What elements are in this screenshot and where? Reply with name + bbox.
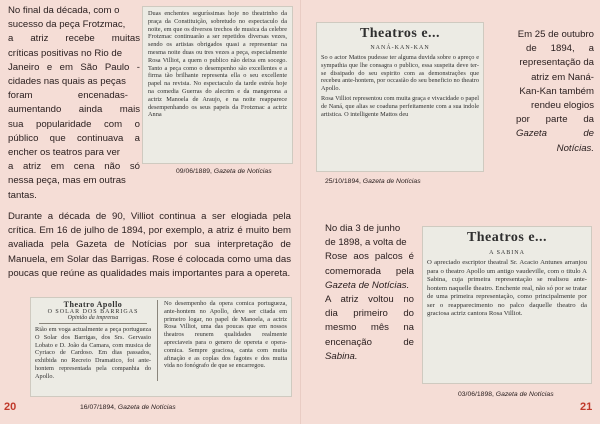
right-paragraph-2 [325, 222, 414, 364]
text-line: nessa peça, mas em outras [8, 175, 126, 187]
text-line: A atriz voltou no [325, 294, 414, 306]
text-line: comemorada pela [325, 265, 414, 277]
right-paragraph-1 [488, 28, 594, 156]
text-line: No final da década, com o [8, 5, 120, 16]
text-line: mesmo mês na [325, 322, 414, 334]
clipping-column: No desempenho da opera comica portugueza, ante-hontem no Apollo, deve ser citada em primeiro logar, no papel de Manoela, a actriz Rosa Villiot, uma das poucas que em nossos theatros reunem qualidades realmente apreciaveis para o genero de opereta e opera-comica. Sempre graciosa, canta com muita afinação e as coplas dos fagotes e dos muita vida no fonógrafo de que se encarregou. [164, 300, 287, 370]
text-line: Rose aos palcos é [325, 251, 414, 263]
clipping-title: Theatro Apollo [63, 300, 123, 309]
text-line: Gazeta de [516, 128, 594, 140]
text-line: foram encenadas- [8, 90, 128, 102]
text-line: Gazeta de Notícias. [325, 279, 410, 291]
clipping-title: Theatros e... [359, 26, 441, 41]
clipping-column: So o actor Mattos pudesse ter alguma duvida sobre o apreço e sympathia que lhe consagra o publico, essa suspeita deve ter-se dissipado do seu espirito com as demonstrações que recebeu ante-hontem, por occasião do seu beneficio no theatro Apollo. [321, 54, 479, 93]
clipping-column: Rião em voga actualmente a peça portugueza O Solar dos Barrigas, dos Srs. Gervasio Lobato e D. João da Camara, com musica de Cyriaco de Cardoso. Em dias passados, exhibida no Recreio Dramatico, foi ante-hontem representada pela companhia do Apollo. [35, 326, 151, 380]
newspaper-clipping-nana-kan-kan [316, 22, 484, 172]
text-line: rendeu elogios [531, 100, 594, 112]
text-line: Em 25 de outubro [517, 29, 594, 40]
newspaper-clipping-frotzmac [142, 6, 293, 164]
newspaper-clipping-solar-barrigas [30, 297, 292, 397]
text-line: aumentando ainda mais [8, 104, 140, 116]
clipping-caption: 09/06/1889, Gazeta de Notícias [176, 168, 272, 175]
text-line: sucesso da peça Frotzmac, [8, 19, 126, 31]
clipping-text: Duas enchentes seguríssimas hoje no theatrinho da praça da Constituição, sobretudo no espectaculo da noite, em que os diversos trechos de musica da celebre Frotzmac continuarão a ser repetidos diversas vezes, sendo os artistas obrigados quasi a representar na mesma noite duas ou tres vezes a peça, especialmente Rosa Villiot, a quem o publico não deixa em socego. Tanto a peça como o desempenho são excellentes e a firma tão brilhante representa ella o seu excellente papel na revista. No espectaculo da tarde estréa hoje na comedia Guerras do alecrim e da mangerona a actriz Manoela de Araujo, e na noite reapparece desempenhando os seus papeis da Frotzmac a actriz Anna [148, 10, 287, 119]
text-line: Kan-Kan também [519, 85, 594, 97]
left-paragraph-2: Durante a década de 90, Villiot continua a ser elogiada pela crítica. Em 16 de julho de 1894, por exemplo, a atriz é muito bem avaliada pela Gazeta de Notícias por sua interpretação de Manuela, em Solar das Barrigas. Rose é colocada como uma das poucas que reúne as qualidades mais importantes para a opereta. [8, 211, 291, 279]
clipping-caption: 25/10/1894, Gazeta de Notícias [325, 178, 421, 185]
text-line: críticas positivas no Rio de [8, 47, 123, 59]
page-number-left: 20 [4, 401, 17, 413]
text-line: sua popularidade com o [8, 118, 140, 130]
page-number-right: 21 [580, 401, 593, 413]
text-line: cidades nas quais as peças [8, 76, 126, 88]
text-line: de 1894, a [526, 43, 594, 55]
text-line: de 1898, a volta de [325, 237, 407, 249]
clipping-subtitle: O SOLAR DOS BARRIGAS [47, 309, 139, 315]
page-gutter [300, 0, 301, 424]
clipping-caption: 16/07/1894, Gazeta de Notícias [80, 404, 176, 411]
text-line: Notícias. [556, 142, 594, 154]
text-line: Janeiro e em São Paulo - [8, 61, 140, 73]
newspaper-clipping-sabina [422, 226, 592, 384]
clipping-text: O apreciado escriptor theatral Sr. Acacio Antunes arranjou para o theatro Apollo um antigo vaudeville, com o titulo A Sabina, cuja primeira representação se realisou ante-hontem naquelle theatro. Enchente real, não só por se tratar de uma primeira representação, como principalmente por ser o reapparecimento no palco daquelle theatro da graciosa actriz cantora Rosa Villiot. [427, 259, 587, 317]
clipping-subtitle: A SABINA [489, 250, 525, 256]
clipping-title: Theatros e... [466, 230, 548, 245]
text-line: a atriz em cena não só [8, 161, 140, 173]
left-paragraph-1 [8, 4, 140, 203]
clipping-caption: 03/06/1898, Gazeta de Notícias [458, 391, 554, 398]
text-line: Sabina. [325, 350, 358, 362]
clipping-opinion: Opinião da imprensa [67, 315, 119, 321]
text-line: encher os teatros para ver [8, 147, 120, 159]
text-line: dia primeiro do [325, 308, 414, 320]
text-line: a atriz recebe muitas [8, 33, 140, 45]
clipping-column: Rosa Villiot representou com muita graça e vivacidade o papel de Naná, que alias se coaduna perfeitamente com a sua indole artistica. O intelligente Mattos deu [321, 94, 479, 118]
text-line: encenação de [325, 336, 414, 348]
text-line: por parte da [516, 114, 594, 126]
text-line: representação da [519, 57, 594, 69]
text-line: atriz em Naná- [531, 71, 594, 83]
clipping-subtitle: NANÁ-KAN-KAN [370, 45, 430, 51]
text-line: No dia 3 de junho [325, 223, 401, 234]
text-line: público que continuava a [8, 132, 140, 144]
text-line: tantas. [8, 189, 37, 201]
